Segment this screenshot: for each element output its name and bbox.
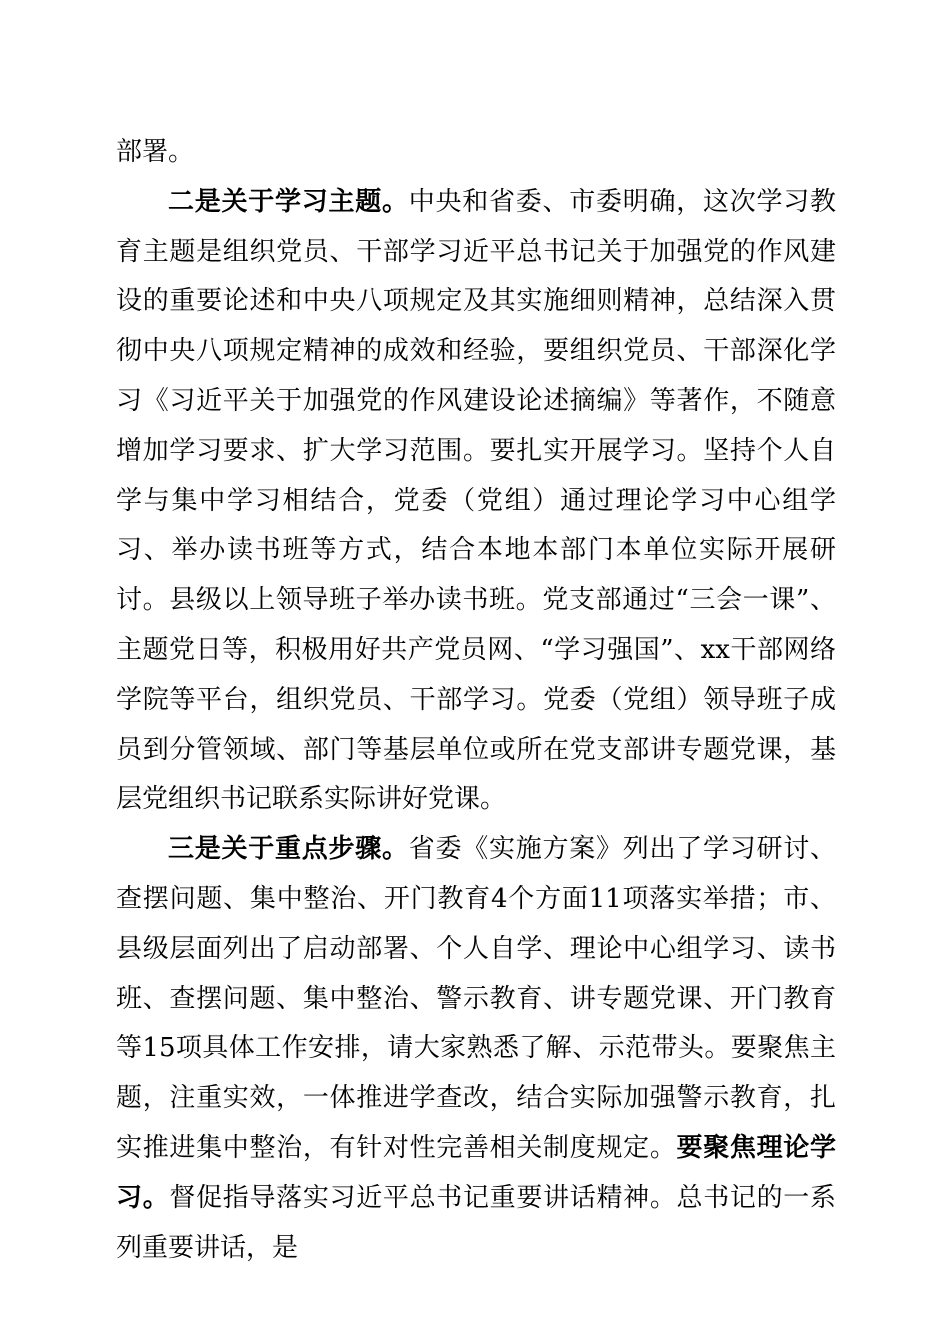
- document-body: [116, 128, 836, 1273]
- paragraph-text: 督促指导落实习近平总书记重要讲话精神。总书记的一系列重要讲话，是: [116, 1182, 836, 1263]
- paragraph-text: 中央和省委、市委明确，这次学习教育主题是组织党员、干部学习近平总书记关于加强党的作风建设的重要论述和中央八项规定及其实施细则精神，总结深入贯彻中央八项规定精神的成效和经验，要组织党员、干部深化学习《习近平关于加强党的作风建设论述摘编》等著作，不随意增加学习要求、扩大学习范围。要扎实开展学习。坚持个人自学与集中学习相结合，党委（党组）通过理论学习中心组学习、举办读书班等方式，结合本地本部门本单位实际开展研讨。县级以上领导班子举办读书班。党支部通过“三会一课”、主题党日等，积极用好共产党员网、“学习强国”、xx干部网络学院等平台，组织党员、干部学习。党委（党组）领导班子成员到分管领域、部门等基层单位或所在党支部讲专题党课，基层党组织书记联系实际讲好党课。: [116, 186, 836, 815]
- paragraph-heading: 二是关于学习主题。: [168, 186, 409, 217]
- paragraph-subheading: 要聚焦理论学习。: [116, 1132, 836, 1213]
- paragraph-heading: 三是关于重点步骤。: [168, 834, 409, 865]
- paragraph-study-theme: [116, 178, 836, 825]
- paragraph-text: 部署。: [116, 137, 195, 167]
- paragraph-continuation: [116, 128, 836, 178]
- paragraph-key-steps: [116, 825, 836, 1273]
- paragraph-text: 省委《实施方案》列出了学习研讨、查摆问题、集中整治、开门教育4个方面11项落实举措；市、县级层面列出了启动部署、个人自学、理论中心组学习、读书班、查摆问题、集中整治、警示教育、讲专题党课、开门教育等15项具体工作安排，请大家熟悉了解、示范带头。要聚焦主题，注重实效，一体推进学查改，结合实际加强警示教育，扎实推进集中整治，有针对性完善相关制度规定。: [116, 834, 836, 1163]
